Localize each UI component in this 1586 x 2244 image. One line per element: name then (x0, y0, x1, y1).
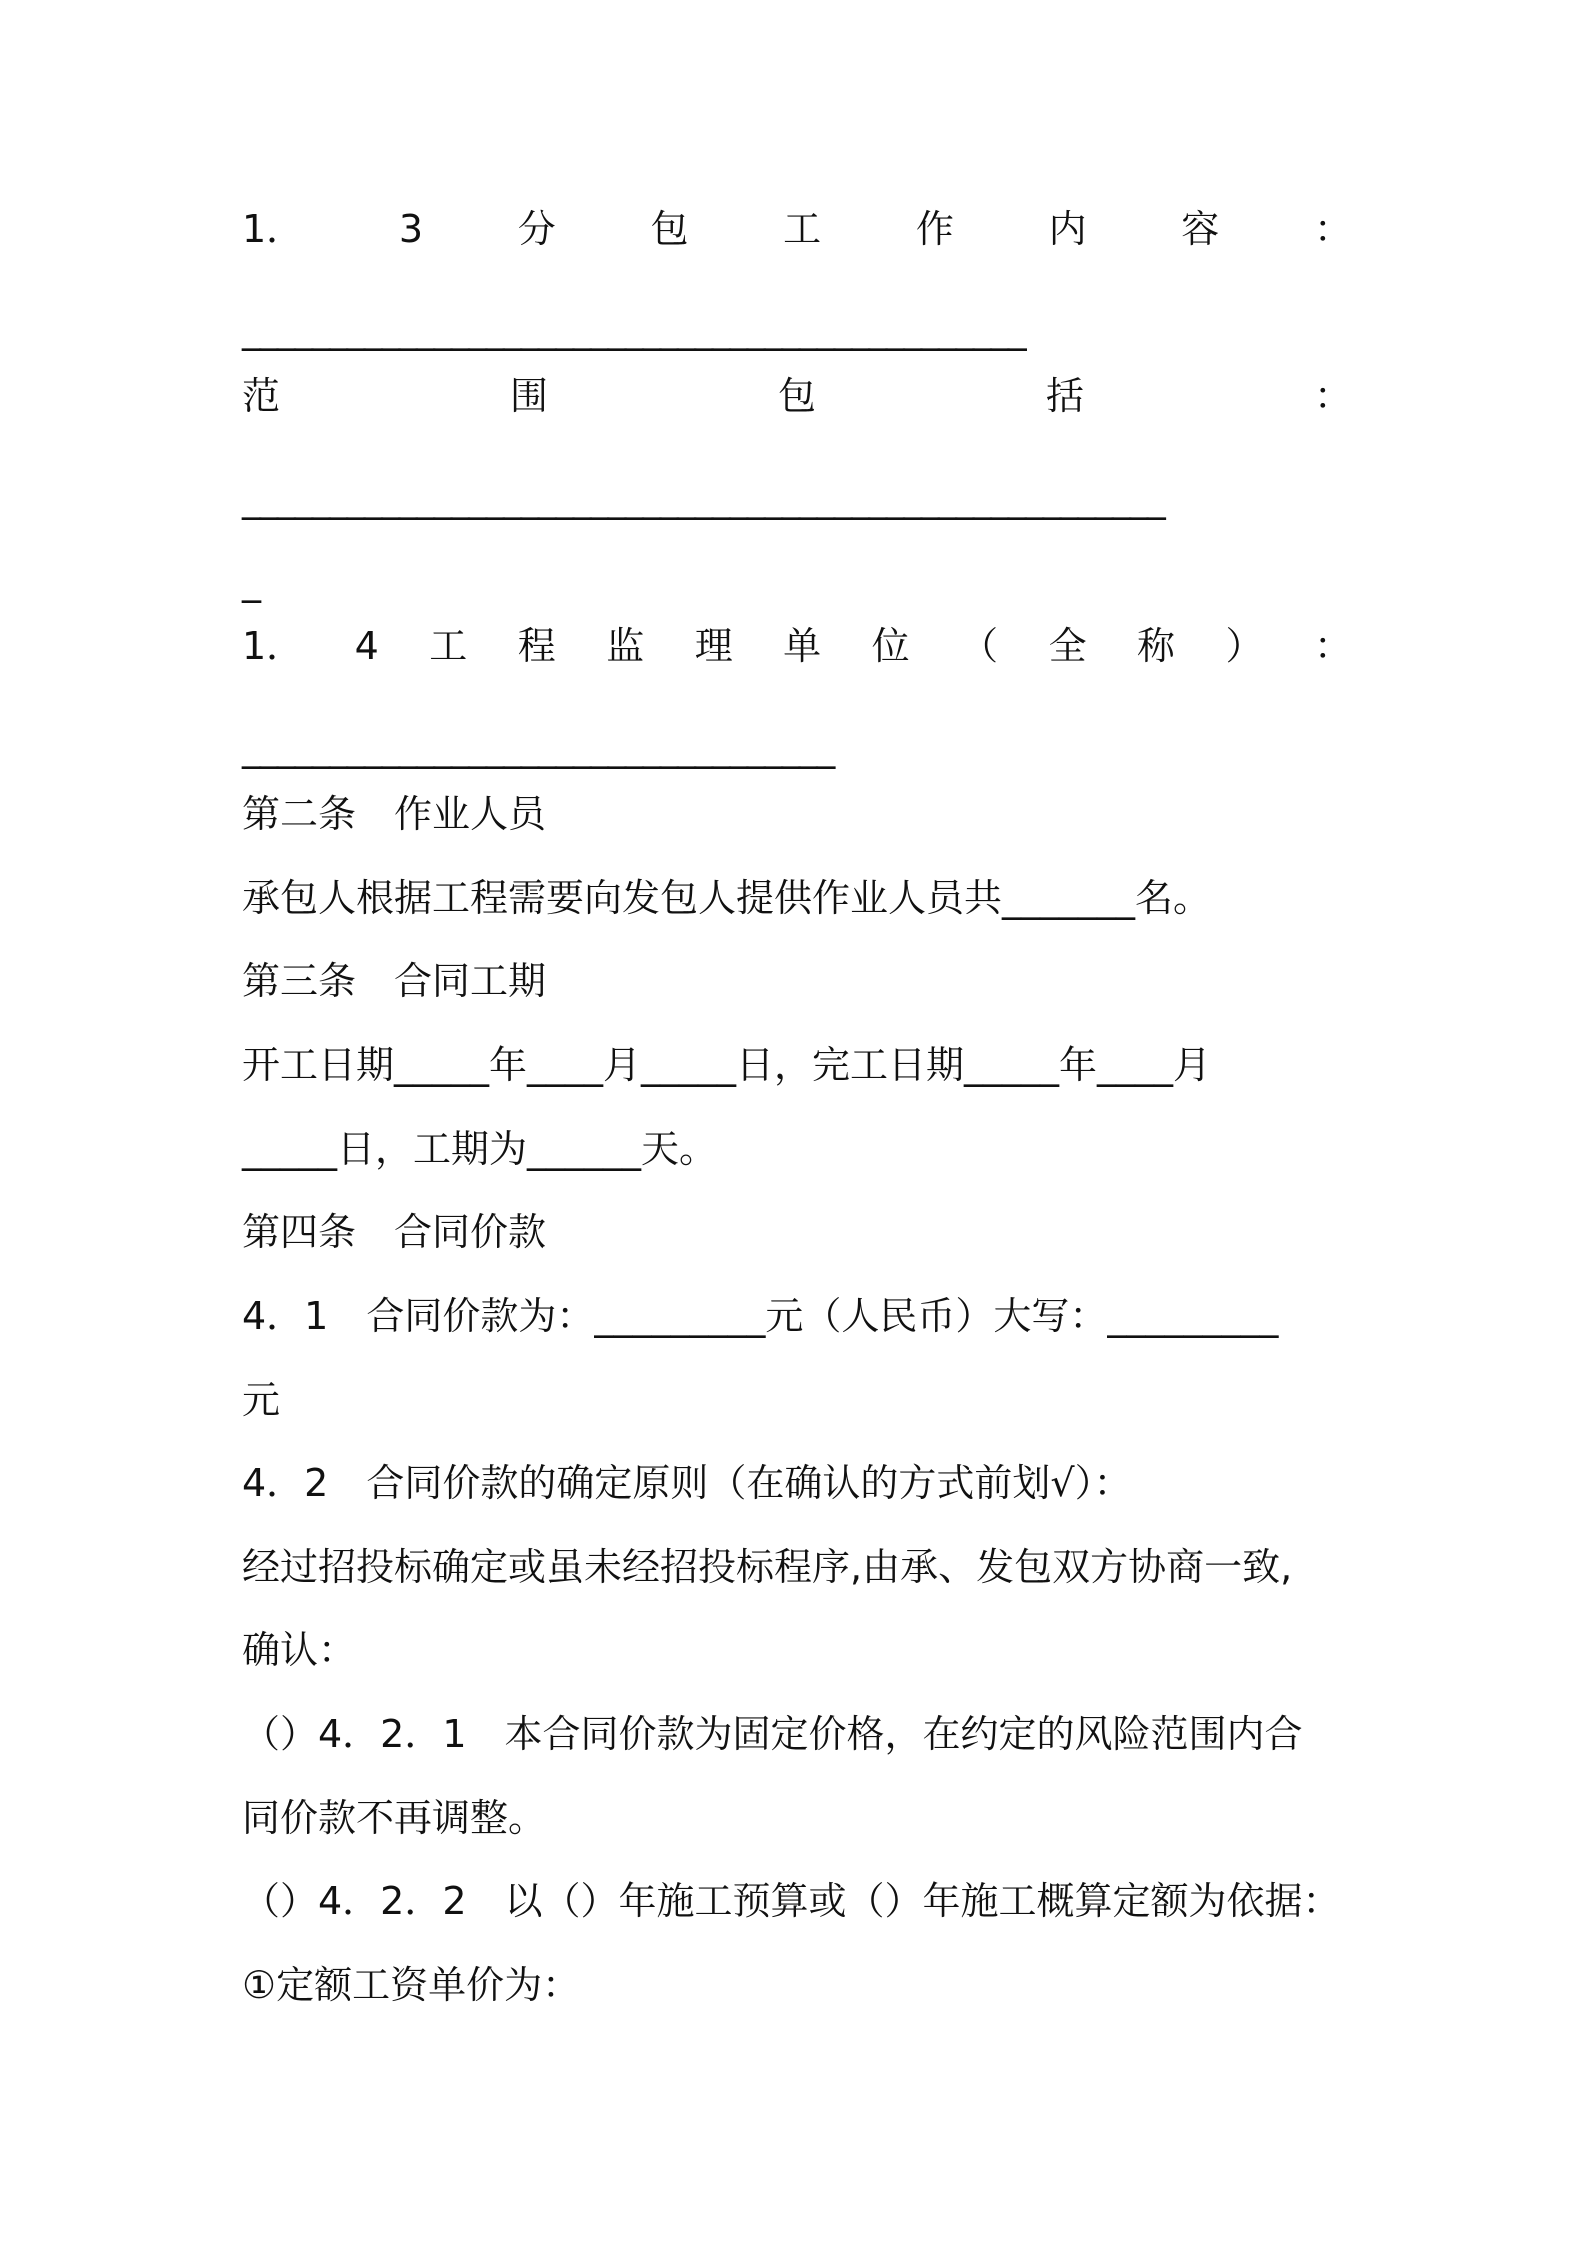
title-char: 包 (650, 207, 689, 251)
title-char: 位 (871, 624, 910, 668)
title-char: ： (1313, 624, 1352, 668)
title-char: 工 (783, 207, 822, 251)
title-char: 监 (606, 624, 645, 668)
title-char: 工 (429, 624, 468, 668)
scope-char: ： (1313, 374, 1352, 418)
title-char: 单 (783, 624, 822, 668)
clause-4-2: 4．2 合同价款的确定原则（在确认的方式前划√）： (242, 1461, 1132, 1505)
article-3-heading: 第三条 合同工期 (242, 959, 547, 1003)
title-char: 内 (1048, 207, 1087, 251)
scope-title (242, 372, 1352, 420)
scope-char: 范 (242, 374, 281, 418)
title-char: 3 (398, 207, 424, 251)
title-char: （ (960, 624, 999, 668)
article-2-heading: 第二条 作业人员 (242, 792, 547, 836)
article-3-line-1: 开工日期_____年____月_____日，完工日期_____年____月 (242, 1043, 1212, 1087)
title-char: ） (1225, 624, 1264, 668)
article-3-line-2: _____日，工期为______天。 (242, 1127, 718, 1171)
title-char: 称 (1137, 624, 1176, 668)
title-char: 4 (354, 624, 379, 668)
title-char: ： (1313, 207, 1352, 251)
scope-char: 括 (1045, 374, 1084, 418)
scope-blank-tail: _ (242, 559, 261, 603)
clause-4-2-1-line-1: （）4．2．1 本合同价款为固定价格，在约定的风险范围内合 (242, 1712, 1303, 1756)
article-4-heading: 第四条 合同价款 (242, 1210, 547, 1254)
title-char: 作 (915, 207, 954, 251)
clause-4-2-body-2: 确认： (242, 1628, 357, 1672)
title-char: 全 (1048, 624, 1087, 668)
title-char: 分 (517, 207, 556, 251)
clause-1-3-blank: _____________________________________________ (242, 307, 1026, 351)
title-char: 1． (242, 624, 305, 668)
clause-1-4-title (242, 622, 1352, 670)
clause-4-1-line-2: 元 (242, 1378, 281, 1422)
item-1: ①定额工资单价为： (242, 1963, 581, 2007)
clause-4-2-body-1: 经过招投标确定或虽未经招投标程序,由承、发包双方协商一致, (242, 1545, 1293, 1589)
scope-char: 围 (509, 374, 548, 418)
clause-4-2-1-line-2: 同价款不再调整。 (242, 1796, 547, 1840)
clause-4-1-line-1: 4．1 合同价款为：_________元（人民币）大写：_________ (242, 1294, 1279, 1338)
title-char: 理 (694, 624, 733, 668)
clause-4-2-2: （）4．2．2 以（）年施工预算或（）年施工概算定额为依据： (242, 1879, 1341, 1923)
scope-blank: _____________________________________________________ (242, 476, 1165, 520)
title-char: 1． (242, 207, 305, 251)
title-char: 程 (517, 624, 556, 668)
scope-char: 包 (777, 374, 816, 418)
article-2-text: 承包人根据工程需要向发包人提供作业人员共_______名。 (242, 876, 1212, 920)
clause-1-3-title (242, 205, 1352, 253)
clause-1-4-blank: __________________________________ (242, 725, 834, 769)
title-char: 容 (1181, 207, 1220, 251)
